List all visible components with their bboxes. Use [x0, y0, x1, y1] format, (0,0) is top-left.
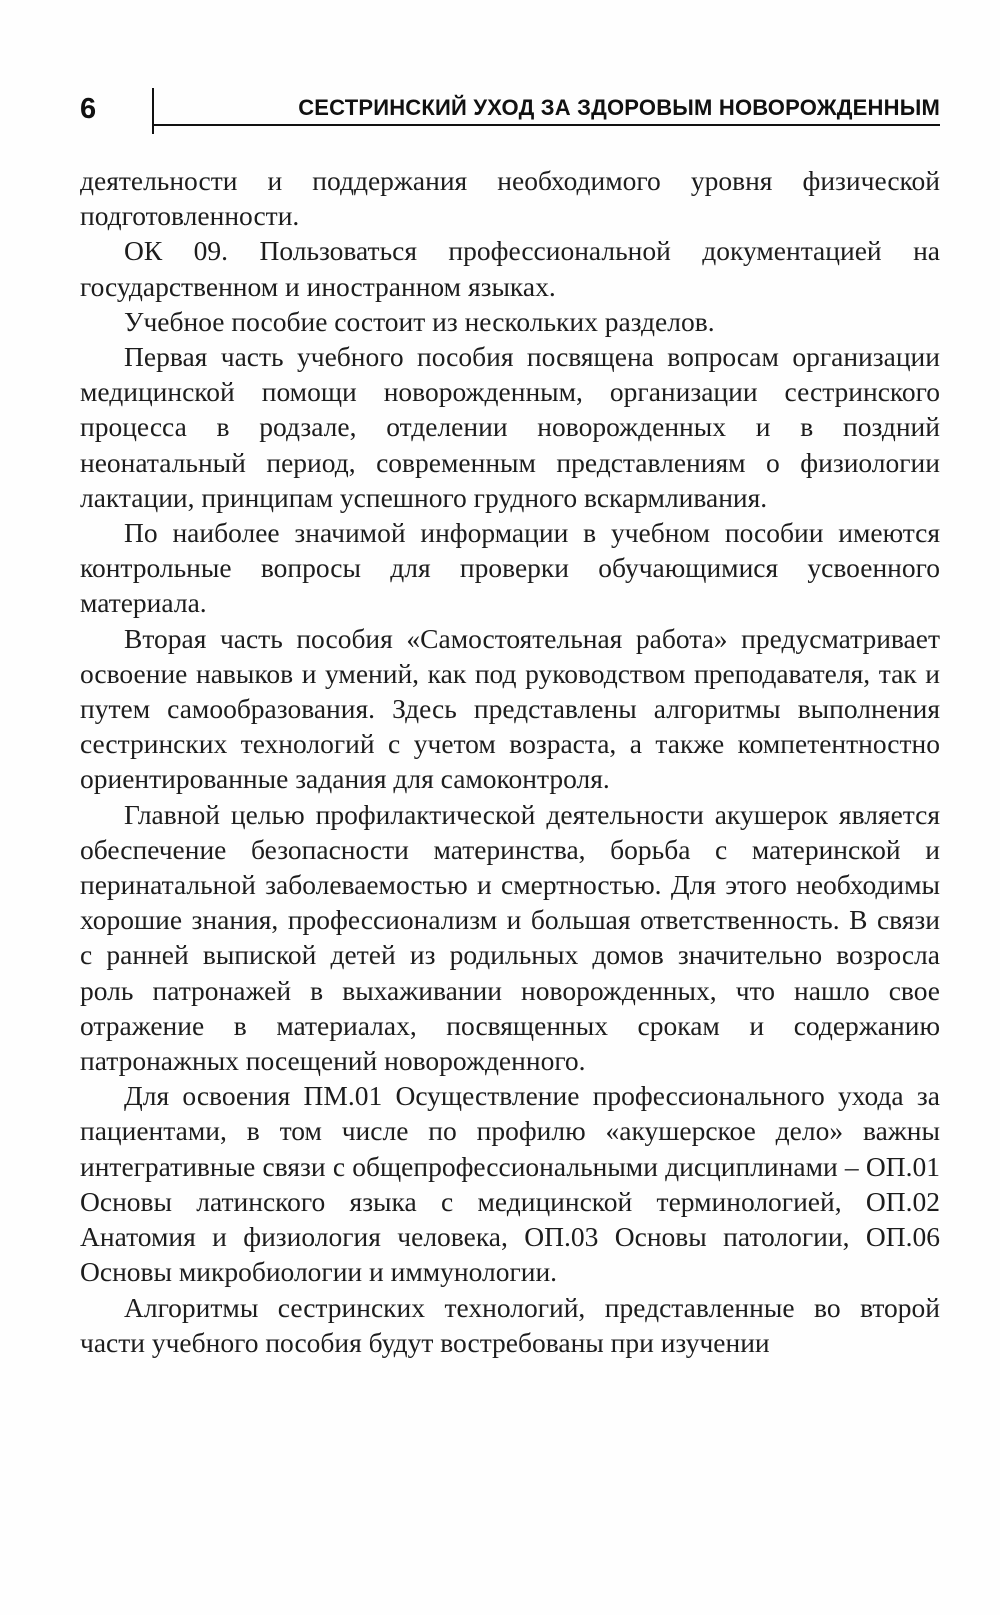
page-number: 6 — [80, 93, 97, 125]
paragraph: Первая часть учебного пособия посвящена вопросам организации медицинской помощи новорожденным, организации сестринского процесса в родзале, отделении новорожденных и в поздний неонатальный период, современным представлениям о физиологии лактации, принципам успешного грудного вскармливания. — [80, 341, 940, 513]
running-header — [80, 88, 940, 138]
paragraph-continuation: деятельности и поддержания необходимого уровня физической подготовленности. — [80, 165, 940, 232]
header-divider-vertical — [152, 88, 154, 134]
paragraph: Учебное пособие состоит из нескольких разделов. — [124, 305, 715, 337]
paragraph: Главной целью профилактической деятельности акушерок является обеспечение безопасности материнства, борьба с материнской и перинатальной заболеваемостью и смертностью. Для этого необходимы хорошие знания, профессионализм и большая ответственность. В связи с ранней выпиской детей из родильных домов значительно возросла роль патронажей в выхаживании новорожденных, что нашло свое отражение в материалах, посвященных срокам и содержанию патронажных посещений новорожденного. — [80, 798, 940, 1077]
body-text — [80, 163, 940, 1360]
paragraph: Для освоения ПМ.01 Осуществление профессионального ухода за пациентами, в том числе по профилю «акушерское дело» важны интегративные связи с общепрофессиональными дисциплинами – ОП.01 Основы латинского языка с медицинской терминологией, ОП.02 Анатомия и физиология человека, ОП.03 Основы патологии, ОП.06 Основы микробиологии и иммунологии. — [80, 1080, 940, 1288]
paragraph: Вторая часть пособия «Самостоятельная работа» предусматривает освоение навыков и умений, как под руководством преподавателя, так и путем самообразования. Здесь представлены алгоритмы выполнения сестринских технологий с учетом возраста, а также компетентностно ориентированные задания для самоконтроля. — [80, 622, 940, 795]
running-title: СЕСТРИНСКИЙ УХОД ЗА ЗДОРОВЫМ НОВОРОЖДЕННЫМ — [298, 95, 940, 120]
paragraph: Алгоритмы сестринских технологий, представленные во второй части учебного пособия будут востребованы при изучении — [80, 1291, 940, 1358]
paragraph: ОК 09. Пользоваться профессиональной документацией на государственном и иностранном языках. — [80, 235, 940, 302]
header-rule — [152, 124, 940, 126]
paragraph: По наиболее значимой информации в учебном пособии имеются контрольные вопросы для проверки обучающимися усвоенного материала. — [80, 517, 940, 619]
